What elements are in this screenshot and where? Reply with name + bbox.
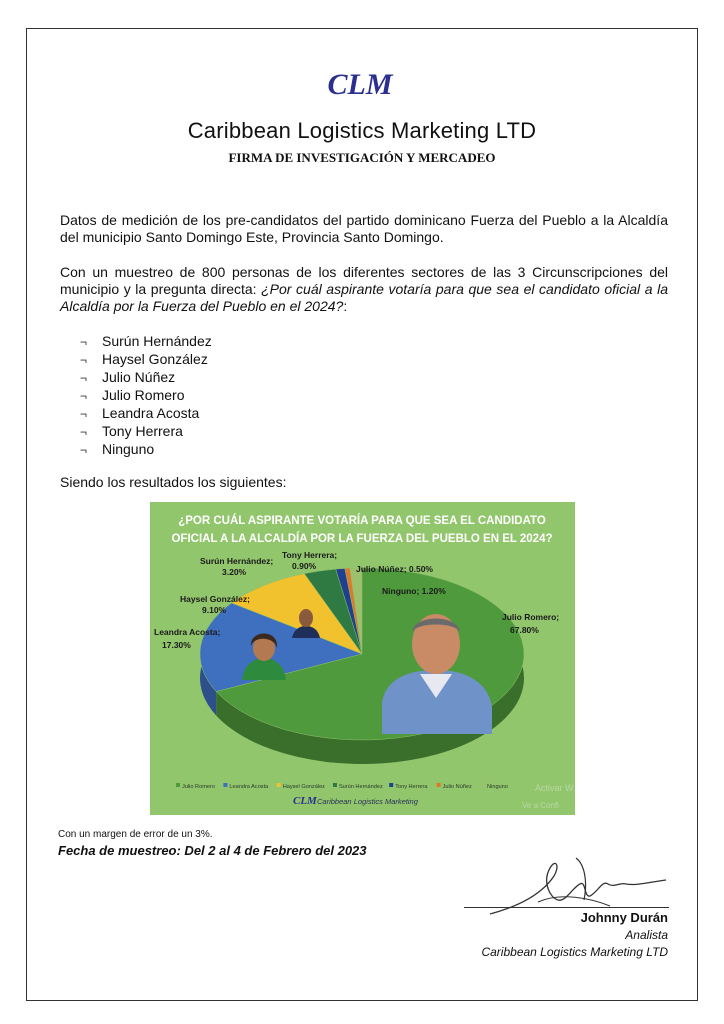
handwritten-signature [480,840,680,920]
legend-label-ninguno: Ninguno [487,784,508,790]
candidate-name: Julio Núñez [102,369,176,385]
margin-of-error-note: Con un margen de error de un 3%. [58,829,213,840]
results-intro: Siendo los resultados los siguientes: [60,474,287,490]
legend-swatch-ninguno [481,783,485,787]
label-leandra-acosta-name: Leandra Acosta; [154,627,221,637]
list-item [80,440,212,458]
label-julio-romero-name: Julio Romero; [502,612,560,622]
company-logo [320,60,400,110]
analyst-role: Analista [625,928,668,942]
legend-label-julio-romero: Julio Romero [182,784,215,790]
list-item [80,350,212,368]
analyst-company: Caribbean Logistics Marketing LTD [481,945,668,959]
bullet-mark: ¬ [80,425,88,439]
label-surun-hernandez-name: Surún Hernández; [200,556,274,566]
question-text: ¿Por cuál aspirante votaría para que sea el candidato oficial a la Alcaldía por la Fuerza del Pueblo en el 2024? [60,281,668,314]
legend-swatch-tony-herrera [389,783,393,787]
label-julio-romero-value: 67.80% [510,625,539,635]
legend-label-surun-hernandez: Surún Hernández [338,784,383,790]
chart-title-line2: OFICIAL A LA ALCALDÍA POR LA FUERZA DEL PUEBLO EN EL 2024? [171,533,553,545]
legend-swatch-surun-hernandez [333,783,337,787]
label-leandra-acosta-value: 17.30% [162,640,191,650]
bullet-mark: ¬ [80,389,88,403]
bullet-mark: ¬ [80,353,88,367]
legend-swatch-leandra-acosta [223,783,227,787]
label-haysel-gonzalez-value: 9.10% [202,605,227,615]
label-haysel-gonzalez-name: Haysel González; [180,594,250,604]
question-suffix: : [343,298,348,314]
list-item [80,422,212,440]
legend-label-haysel-gonzalez: Haysel González [282,784,325,790]
candidate-name: Ninguno [102,441,155,457]
company-logo-text: CLM [327,68,393,101]
candidate-list [80,332,212,458]
label-surun-hernandez-value: 3.20% [222,567,247,577]
chart-title-line1: ¿POR CUÁL ASPIRANTE VOTARÍA PARA QUE SEA EL CANDIDATO [178,515,546,527]
list-item [80,332,212,350]
legend-label-leandra-acosta: Leandra Acosta [229,784,269,790]
analyst-name: Johnny Durán [580,910,668,925]
list-item [80,368,212,386]
signature-line [464,907,669,908]
watermark-line2: Ve a Confi [522,801,559,810]
intro-paragraph: Datos de medición de los pre-candidatos del partido dominicano Fuerza del Pueblo a la Alcaldía del municipio Santo Domingo Este, Provincia Santo Domingo. [60,212,668,245]
company-subtitle: FIRMA DE INVESTIGACIÓN Y MERCADEO [228,150,496,165]
candidate-name: Leandra Acosta [102,405,200,421]
list-item [80,404,212,422]
label-tony-herrera-value: 0.90% [292,561,317,571]
chart-footer-logo: CLM [293,795,317,807]
candidate-name: Tony Herrera [102,423,183,439]
bullet-mark: ¬ [80,371,88,385]
candidate-name: Haysel González [102,351,208,367]
watermark-line1: Activar W [535,783,574,793]
label-ninguno: Ninguno; 1.20% [382,586,446,596]
legend-swatch-haysel-gonzalez [277,783,281,787]
sample-date: Fecha de muestreo: Del 2 al 4 de Febrero del 2023 [58,843,367,858]
candidate-name: Julio Romero [102,387,185,403]
legend-swatch-julio-romero [176,783,180,787]
label-julio-nunez: Julio Núñez; 0.50% [356,564,433,574]
legend-swatch-julio-nunez [437,783,441,787]
bullet-mark: ¬ [80,443,88,457]
bullet-mark: ¬ [80,407,88,421]
question-prefix: Con un muestreo de 800 personas de los diferentes sectores de las 3 Circunscripciones del municipio y la pregunta directa: [60,264,668,297]
question-paragraph [60,264,668,315]
chart-footer-text: Caribbean Logistics Marketing [317,797,418,806]
candidate-name: Surún Hernández [102,333,212,349]
label-tony-herrera-name: Tony Herrera; [282,550,338,560]
poll-pie-chart [150,502,575,815]
legend-label-julio-nunez: Julio Núñez [442,784,472,790]
legend-label-tony-herrera: Tony Herrera [395,784,428,790]
list-item [80,386,212,404]
company-name: Caribbean Logistics Marketing LTD [187,118,537,143]
bullet-mark: ¬ [80,335,88,349]
